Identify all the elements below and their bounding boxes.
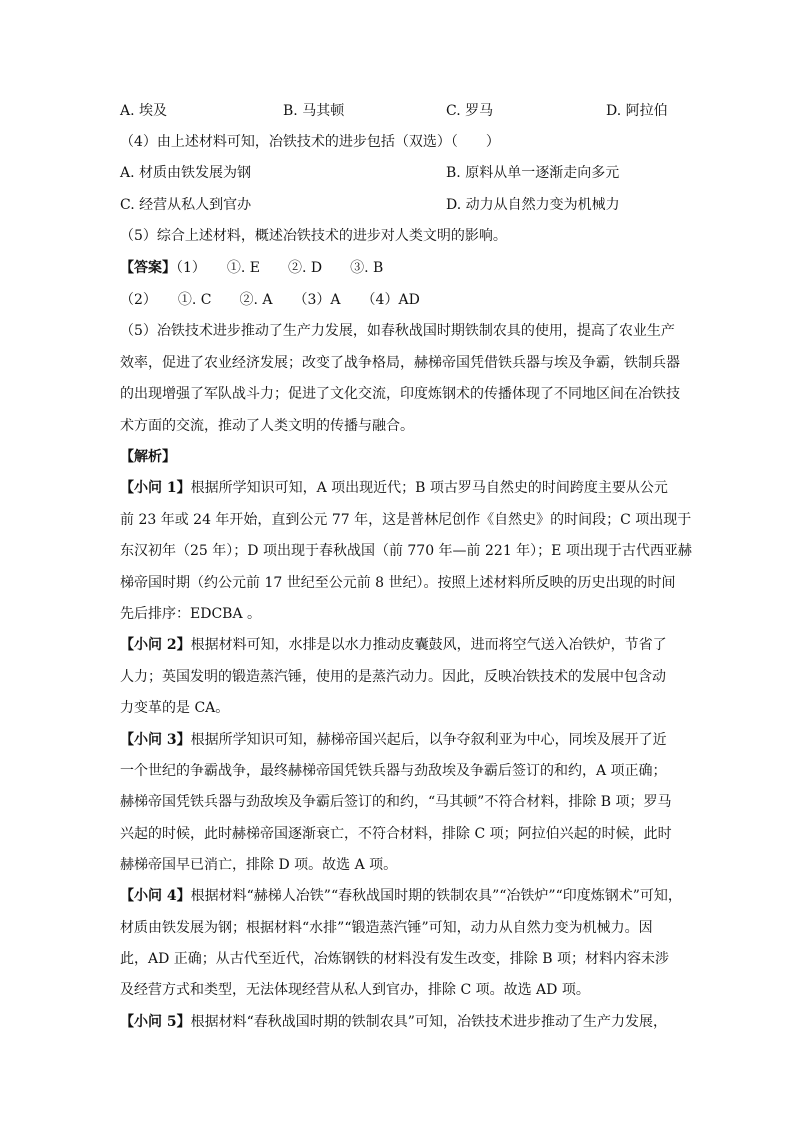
answer-line-1	[120, 258, 383, 278]
analysis-s5-line-1: 【小问 5】根据材料“春秋战国时期的铁制农具”可知，冶铁技术进步推动了生产力发展，	[120, 1014, 667, 1030]
analysis-s3-line-3: 赫梯帝国凭铁兵器与劲敌埃及争霸后签订的和约，“马其顿”不符合材料，排除 B 项；罗马	[120, 794, 672, 810]
analysis-s3-line-1: 【小问 3】根据所学知识可知，赫梯帝国兴起后，以争夺叙利亚为中心，同埃及展开了近	[120, 732, 667, 748]
q3-option-c: C. 罗马	[446, 103, 494, 119]
answer-1: （1） ①. E ②. D ③. B	[176, 260, 384, 276]
analysis-s4-line-1: 【小问 4】根据材料“赫梯人冶铁”“春秋战国时期的铁制农具”“冶铁炉”“印度炼钢术”可知，	[120, 888, 682, 904]
q4-option-c: C. 经营从私人到官办	[120, 197, 252, 213]
q4-option-b: B. 原料从单一逐渐走向多元	[446, 165, 620, 181]
analysis-heading: 【解析】	[120, 449, 176, 465]
analysis-s2-line-2: 人力；英国发明的锻造蒸汽锤，使用的是蒸汽动力。因此，反映冶铁技术的发展中包含动	[120, 669, 666, 685]
analysis-s1-line-2: 前 23 年或 24 年开始，直到公元 77 年，这是普林尼创作《自然史》的时间段；C 项出现于	[120, 512, 692, 528]
analysis-s1-line-5: 先后排序：EDCBA 。	[120, 606, 262, 622]
analysis-s2-line-3: 力变革的是 CA。	[120, 700, 230, 716]
q4-option-d: D. 动力从自然力变为机械力	[446, 197, 620, 213]
analysis-s4-line-2: 材质由铁发展为钢；根据材料“水排”“锻造蒸汽锤”可知，动力从自然力变为机械力。因	[120, 920, 653, 936]
answer-5-line-1: （5）冶铁技术进步推动了生产力发展，如春秋战国时期铁制农具的使用，提高了农业生产	[120, 323, 675, 339]
q3-option-b: B. 马其顿	[283, 103, 345, 119]
analysis-s1-tag: 【小问 1】	[120, 480, 191, 496]
analysis-s4-line-3: 此，AD 正确；从古代至近代，冶炼钢铁的材料没有发生改变，排除 B 项；材料内容未涉	[120, 951, 669, 967]
answer-heading: 【答案】	[120, 260, 176, 276]
answer-5-line-2: 效率，促进了农业经济发展；改变了战争格局，赫梯帝国凭借铁兵器与埃及争霸，铁制兵器	[120, 355, 680, 371]
analysis-s2-line-1: 【小问 2】根据材料可知，水排是以水力推动皮囊鼓风，进而将空气送入冶铁炉，节省了	[120, 637, 667, 653]
q3-option-a: A. 埃及	[120, 103, 168, 119]
q4-stem: （4）由上述材料可知，冶铁技术的进步包括（双选）（ ）	[120, 134, 500, 150]
q3-option-d: D. 阿拉伯	[606, 103, 668, 119]
analysis-s1-line-3: 东汉初年（25 年）；D 项出现于春秋战国（前 770 年—前 221 年）；E 项出现于古代西亚赫	[120, 543, 692, 559]
answer-5-line-3: 的出现增强了军队战斗力；促进了文化交流，印度炼钢术的传播体现了不同地区间在冶铁技	[120, 386, 680, 402]
analysis-s4-line-4: 及经营方式和类型，无法体现经营从私人到官办，排除 C 项。故选 AD 项。	[120, 982, 590, 998]
analysis-s4-tag: 【小问 4】	[120, 888, 191, 904]
analysis-s3-tag: 【小问 3】	[120, 732, 191, 748]
analysis-s3-line-5: 赫梯帝国早已消亡，排除 D 项。故选 A 项。	[120, 857, 398, 873]
answer-5-line-4: 术方面的交流，推动了人类文明的传播与融合。	[120, 418, 414, 434]
answer-line-2: （2） ①. C ②. A （3）A （4）AD	[120, 292, 420, 308]
analysis-s3-line-4: 兴起的时候，此时赫梯帝国逐渐衰亡，不符合材料，排除 C 项；阿拉伯兴起的时候，此时	[120, 826, 672, 842]
q5-stem: （5）综合上述材料，概述冶铁技术的进步对人类文明的影响。	[120, 228, 507, 244]
analysis-s2-tag: 【小问 2】	[120, 637, 191, 653]
analysis-s3-line-2: 一个世纪的争霸战争，最终赫梯帝国凭铁兵器与劲敌埃及争霸后签订的和约，A 项正确；	[120, 763, 667, 779]
analysis-s1-line-4: 梯帝国时期（约公元前 17 世纪至公元前 8 世纪）。按照上述材料所反映的历史出现的时间	[120, 575, 676, 591]
analysis-s5-tag: 【小问 5】	[120, 1014, 191, 1030]
analysis-s1-line-1: 【小问 1】根据所学知识可知，A 项出现近代；B 项古罗马自然史的时间跨度主要从公元	[120, 480, 668, 496]
q4-option-a: A. 材质由铁发展为钢	[120, 165, 252, 181]
